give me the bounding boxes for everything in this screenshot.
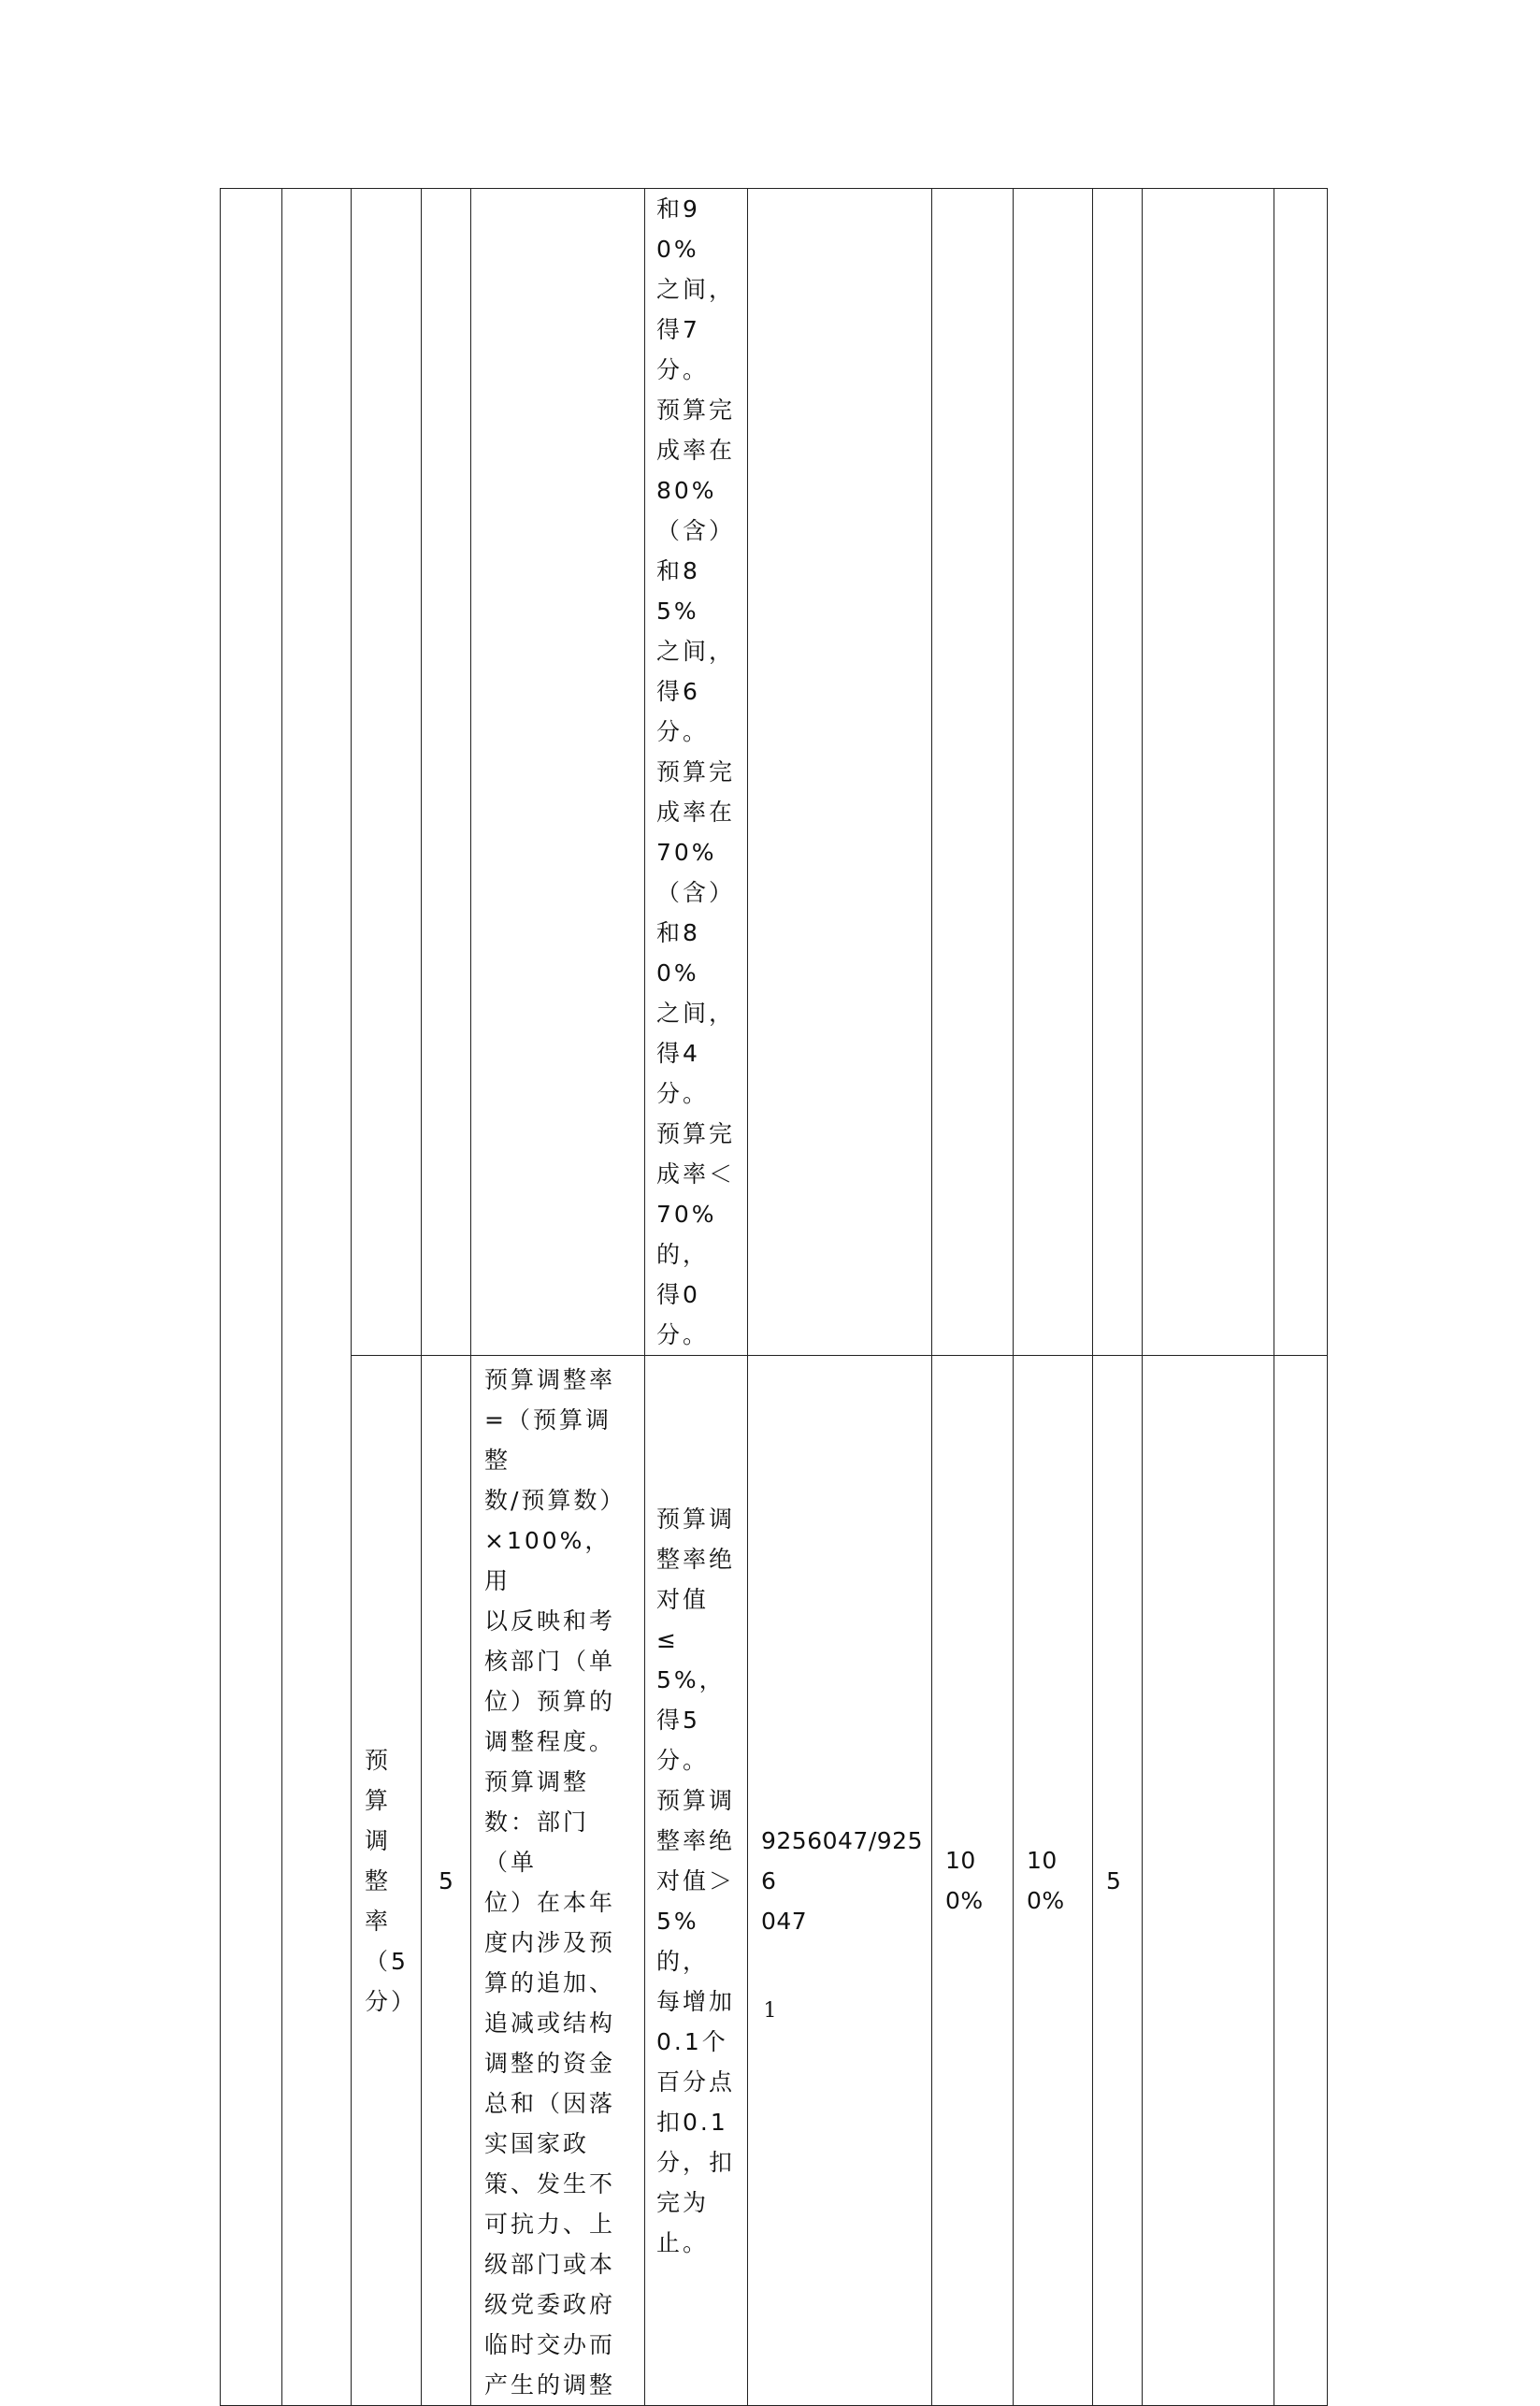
indicator-definition: 预算调整率 =（预算调整 数/预算数） ×100%，用 以反映和考 核部门（单 位）预算的 调整程度。 预算调整 数：部门（单 位）在本年 度内涉及预 算的追加、 追减或结构 调整的资金 总和（因落 实国家政 策、发生不 可抗力、上 级部门或本 级党委政府 临时交办而 产生的调整 <box>484 1366 626 2399</box>
remarks-cell <box>1274 189 1328 1356</box>
target-cell <box>932 1356 1014 2406</box>
deduction-reason-cell <box>1143 1356 1274 2406</box>
level2-indicator-cell <box>282 189 352 2406</box>
actual-rate-cell <box>1014 1356 1093 2406</box>
indicator-name: 预 算 调 整 率 （5 分） <box>365 1746 418 2015</box>
scoring-criteria-text: 和90% 之间， 得7分。 预算完 成率在 80% （含） 和85% 之间， 得6分。 预算完 成率在 70% （含） 和80% 之间， 得4分。 预算完 成率＜ 70%的， 得0分。 <box>656 195 736 1348</box>
page-number: 1 <box>763 1999 777 2023</box>
level1-indicator-cell <box>221 189 282 2406</box>
deduction-reason-cell <box>1143 189 1274 1356</box>
definition-cell <box>471 189 645 1356</box>
score-cell <box>1093 1356 1143 2406</box>
scoring-criteria-text: 预算调 整率绝 对值 ≤5%， 得5分。 预算调 整率绝 对值＞ 5%的， 每增加 0.1个 百分点 扣0.1 分，扣 完为 止。 <box>656 1505 736 2256</box>
actual-value-cell <box>748 189 932 1356</box>
target-value: 100% <box>945 1847 984 1914</box>
evaluation-table <box>220 188 1328 2406</box>
table-row <box>221 1356 1328 2406</box>
scoring-criteria-cell <box>645 1356 748 2406</box>
actual-rate-value: 100% <box>1027 1847 1065 1914</box>
level3-indicator-cell <box>352 189 422 1356</box>
level3-indicator-cell <box>352 1356 422 2406</box>
weight-cell <box>422 189 471 1356</box>
remarks-cell <box>1274 1356 1328 2406</box>
actual-value-cell <box>748 1356 932 2406</box>
table-row <box>221 189 1328 1356</box>
score-cell <box>1093 189 1143 1356</box>
target-cell <box>932 189 1014 1356</box>
weight-value: 5 <box>439 1866 456 1895</box>
actual-value: 9256047/9256 047 <box>761 1826 923 1935</box>
actual-rate-cell <box>1014 189 1093 1356</box>
scoring-criteria-cell <box>645 189 748 1356</box>
weight-cell <box>422 1356 471 2406</box>
score-value: 5 <box>1106 1866 1122 1895</box>
definition-cell <box>471 1356 645 2406</box>
